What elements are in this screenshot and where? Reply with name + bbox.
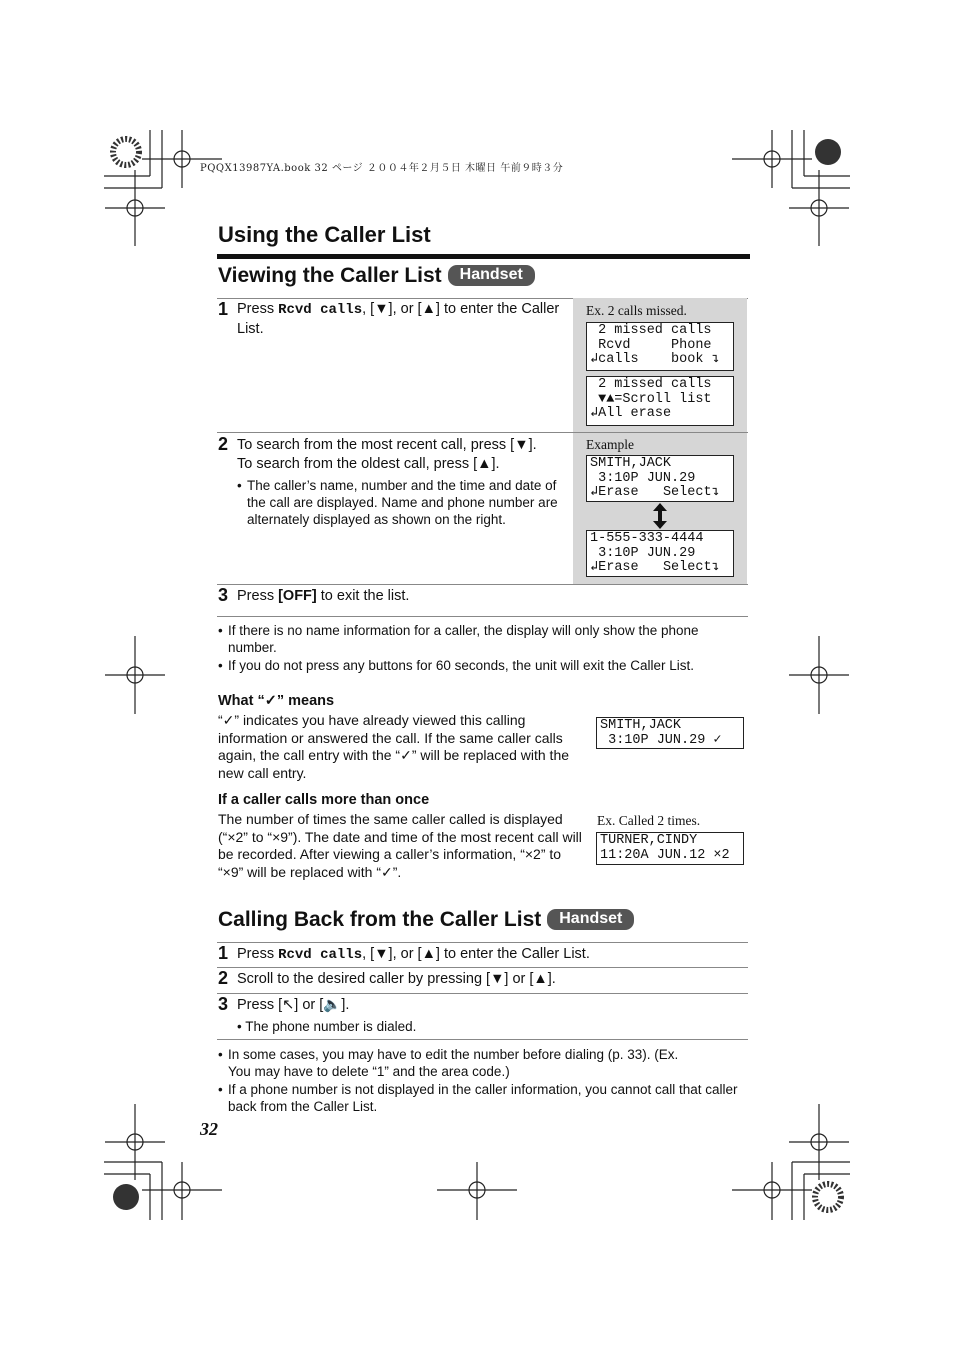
lcd-display: TURNER,CINDY 11:20A JUN.12 ×2 xyxy=(596,832,744,865)
step-number: 1 xyxy=(218,299,229,319)
lcd-display: SMITH,JACK 3:10P JUN.29 ↲Erase Select↴ xyxy=(586,455,734,502)
calling-step3-bullet: • The phone number is dialed. xyxy=(237,1019,417,1034)
file-header: PQQX13987YA.book 32 ページ ２００４年２月５日 木曜日 午前９時３分 xyxy=(200,163,564,174)
calling-heading xyxy=(218,908,634,932)
check-heading: What “✓” means xyxy=(218,693,335,709)
calling-notes: • In some cases, you may have to edit the number before dialing (p. 33). (Ex. You may have to delete “1” and the area code.) • If a phone number is not displayed in the caller information, you cannot call that caller back from the Caller List. xyxy=(218,1047,738,1114)
step1-text: Press Rcvd calls, [▼], or [▲] to enter the Caller List. xyxy=(237,301,560,337)
lcd-display: 2 missed calls ▼▲=Scroll list ↲All erase xyxy=(586,376,734,426)
calling-title: Calling Back from the Caller List xyxy=(218,908,542,931)
calling-step1-text: Press Rcvd calls, [▼], or [▲] to enter the Caller List. xyxy=(237,946,590,963)
divider xyxy=(217,1039,748,1040)
calling-step2-text: Scroll to the desired caller by pressing [▼] or [▲]. xyxy=(237,971,556,987)
step-number: 2 xyxy=(218,968,229,988)
caption: Ex. Called 2 times. xyxy=(597,813,701,828)
divider xyxy=(217,584,748,585)
divider xyxy=(217,942,748,943)
calling-step3-text: Press [↖] or [🔈]. xyxy=(237,997,350,1013)
lcd-display: 1-555-333-4444 3:10P JUN.29 ↲Erase Select↴ xyxy=(586,530,734,577)
page-number: 32 xyxy=(200,1119,218,1139)
off-key: [OFF] xyxy=(278,588,317,604)
handset-badge: Handset xyxy=(448,265,535,286)
handset-badge: Handset xyxy=(547,909,634,930)
double-arrow-icon xyxy=(652,503,668,529)
divider xyxy=(217,967,748,968)
step2-text: To search from the most recent call, press [▼]. To search from the oldest call, press [▲]. xyxy=(237,437,537,472)
divider xyxy=(217,993,748,994)
step-number: 3 xyxy=(218,585,229,605)
step-number: 2 xyxy=(218,434,229,454)
step3-text: Press [OFF] to exit the list. xyxy=(237,588,410,604)
viewing-title: Viewing the Caller List xyxy=(218,264,442,287)
step2-bullet: • The caller’s name, number and the time and date of the call are displayed. Name and phone number are alternately displayed as shown on the right. xyxy=(237,478,558,527)
rcvd-calls-key: Rcvd calls xyxy=(278,302,363,318)
divider xyxy=(217,616,748,617)
viewing-notes: • If there is no name information for a caller, the display will only show the phone number. • If you do not press any buttons for 60 seconds, the unit will exit the Caller List. xyxy=(218,623,699,673)
rcvd-calls-key: Rcvd calls xyxy=(278,947,363,963)
check-text: “✓” indicates you have already viewed this calling information or answered the call. If the same caller calls again, the call entry with the “✓” will be replaced with the new call entry. xyxy=(218,712,570,781)
step-number: 3 xyxy=(218,994,229,1014)
section-title: Using the Caller List xyxy=(218,222,431,247)
section-rule xyxy=(217,254,750,259)
multi-heading: If a caller calls more than once xyxy=(218,792,430,808)
divider xyxy=(217,432,748,433)
lcd-display: SMITH,JACK 3:10P JUN.29 ✓ xyxy=(596,717,744,749)
lcd-display: 2 missed calls Rcvd Phone ↲calls book ↴ xyxy=(586,322,734,371)
multi-text: The number of times the same caller called is displayed (“×2” to “×9”). The date and time of the most recent call will be recorded. After viewing a caller’s information, “×2” to “×9” will be replaced with “✓”. xyxy=(218,811,582,880)
caption: Example xyxy=(586,437,634,452)
caption: Ex. 2 calls missed. xyxy=(586,303,687,318)
step-number: 1 xyxy=(218,943,229,963)
viewing-heading xyxy=(218,264,535,288)
